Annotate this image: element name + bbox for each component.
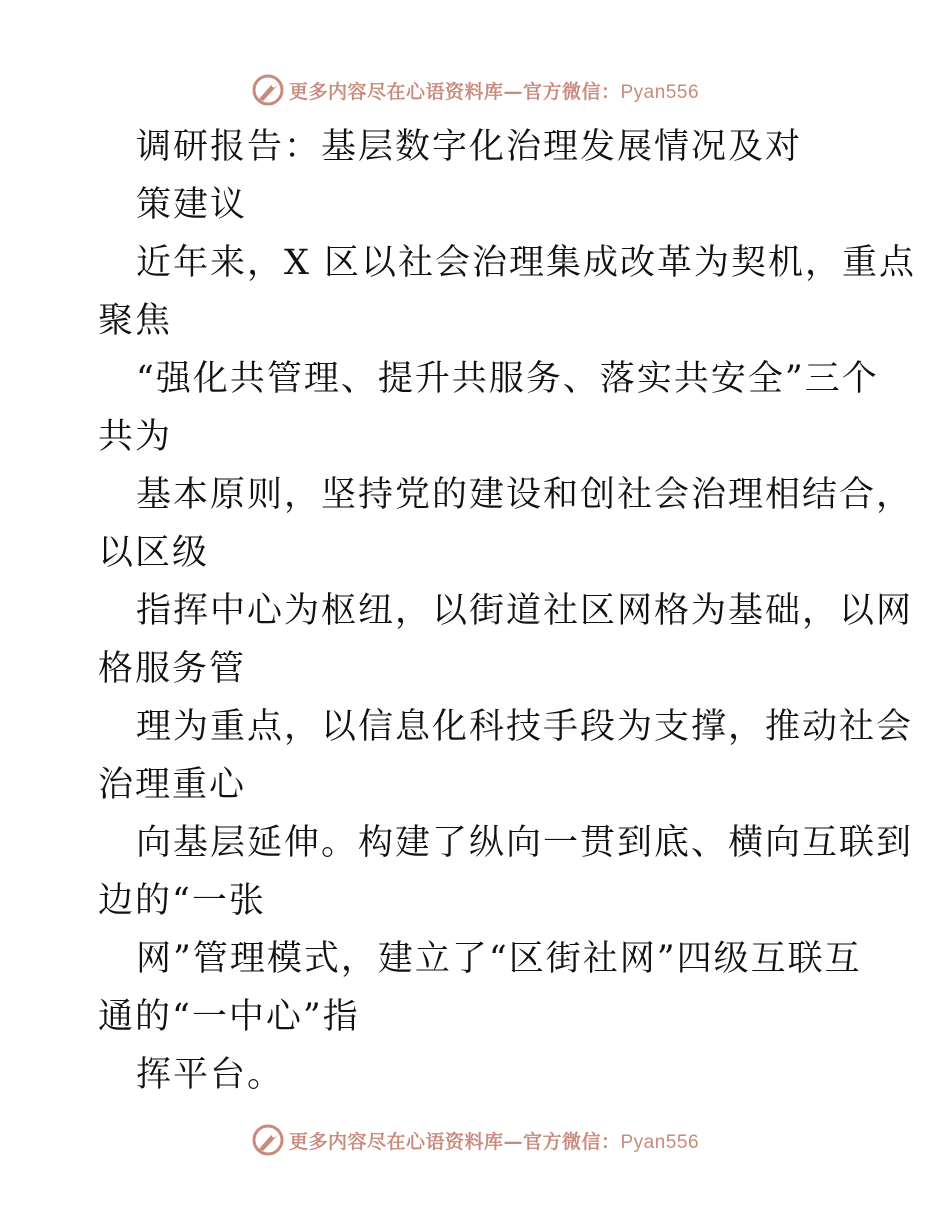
pen-seal-logo-icon (251, 73, 285, 107)
footer-watermark (0, 1120, 950, 1160)
paragraph-line: 理为重点，以信息化科技手段为支撑，推动社会 (136, 707, 914, 747)
paragraph-line: 治理重心 (98, 765, 247, 805)
paragraph-line: “强化共管理、提升共服务、落实共安全”三个 (136, 359, 879, 399)
pen-seal-logo-icon (251, 1123, 285, 1157)
document-title-line-2: 策建议 (136, 185, 248, 225)
paragraph-line: 通的“一中心”指 (98, 997, 360, 1037)
paragraph-line: 共为 (98, 417, 173, 457)
paragraph-line: 向基层延伸。构建了纵向一贯到底、横向互联到 (136, 823, 914, 863)
header-watermark (0, 70, 950, 110)
paragraph-line: 基本原则，坚持党的建设和创社会治理相结合， (136, 475, 914, 515)
paragraph-line: 格服务管 (98, 649, 247, 689)
paragraph-line: 指挥中心为枢纽，以街道社区网格为基础，以网 (136, 591, 914, 631)
paragraph-line: 挥平台。 (136, 1055, 285, 1095)
paragraph-line: 边的“一张 (98, 881, 266, 921)
document-body (98, 118, 917, 1104)
paragraph-line: 网”管理模式，建立了“区街社网”四级互联互 (136, 939, 862, 979)
paragraph-line: 以区级 (98, 533, 210, 573)
watermark-text: 更多内容尽在心语资料库—官方微信：Pyan556 (288, 80, 700, 103)
paragraph-line: 聚焦 (98, 301, 173, 341)
document-title-line-1: 调研报告：基层数字化治理发展情况及对 (136, 127, 803, 167)
watermark-text: 更多内容尽在心语资料库—官方微信：Pyan556 (288, 1130, 700, 1153)
paragraph-line: 近年来，X 区以社会治理集成改革为契机，重点 (136, 243, 917, 283)
